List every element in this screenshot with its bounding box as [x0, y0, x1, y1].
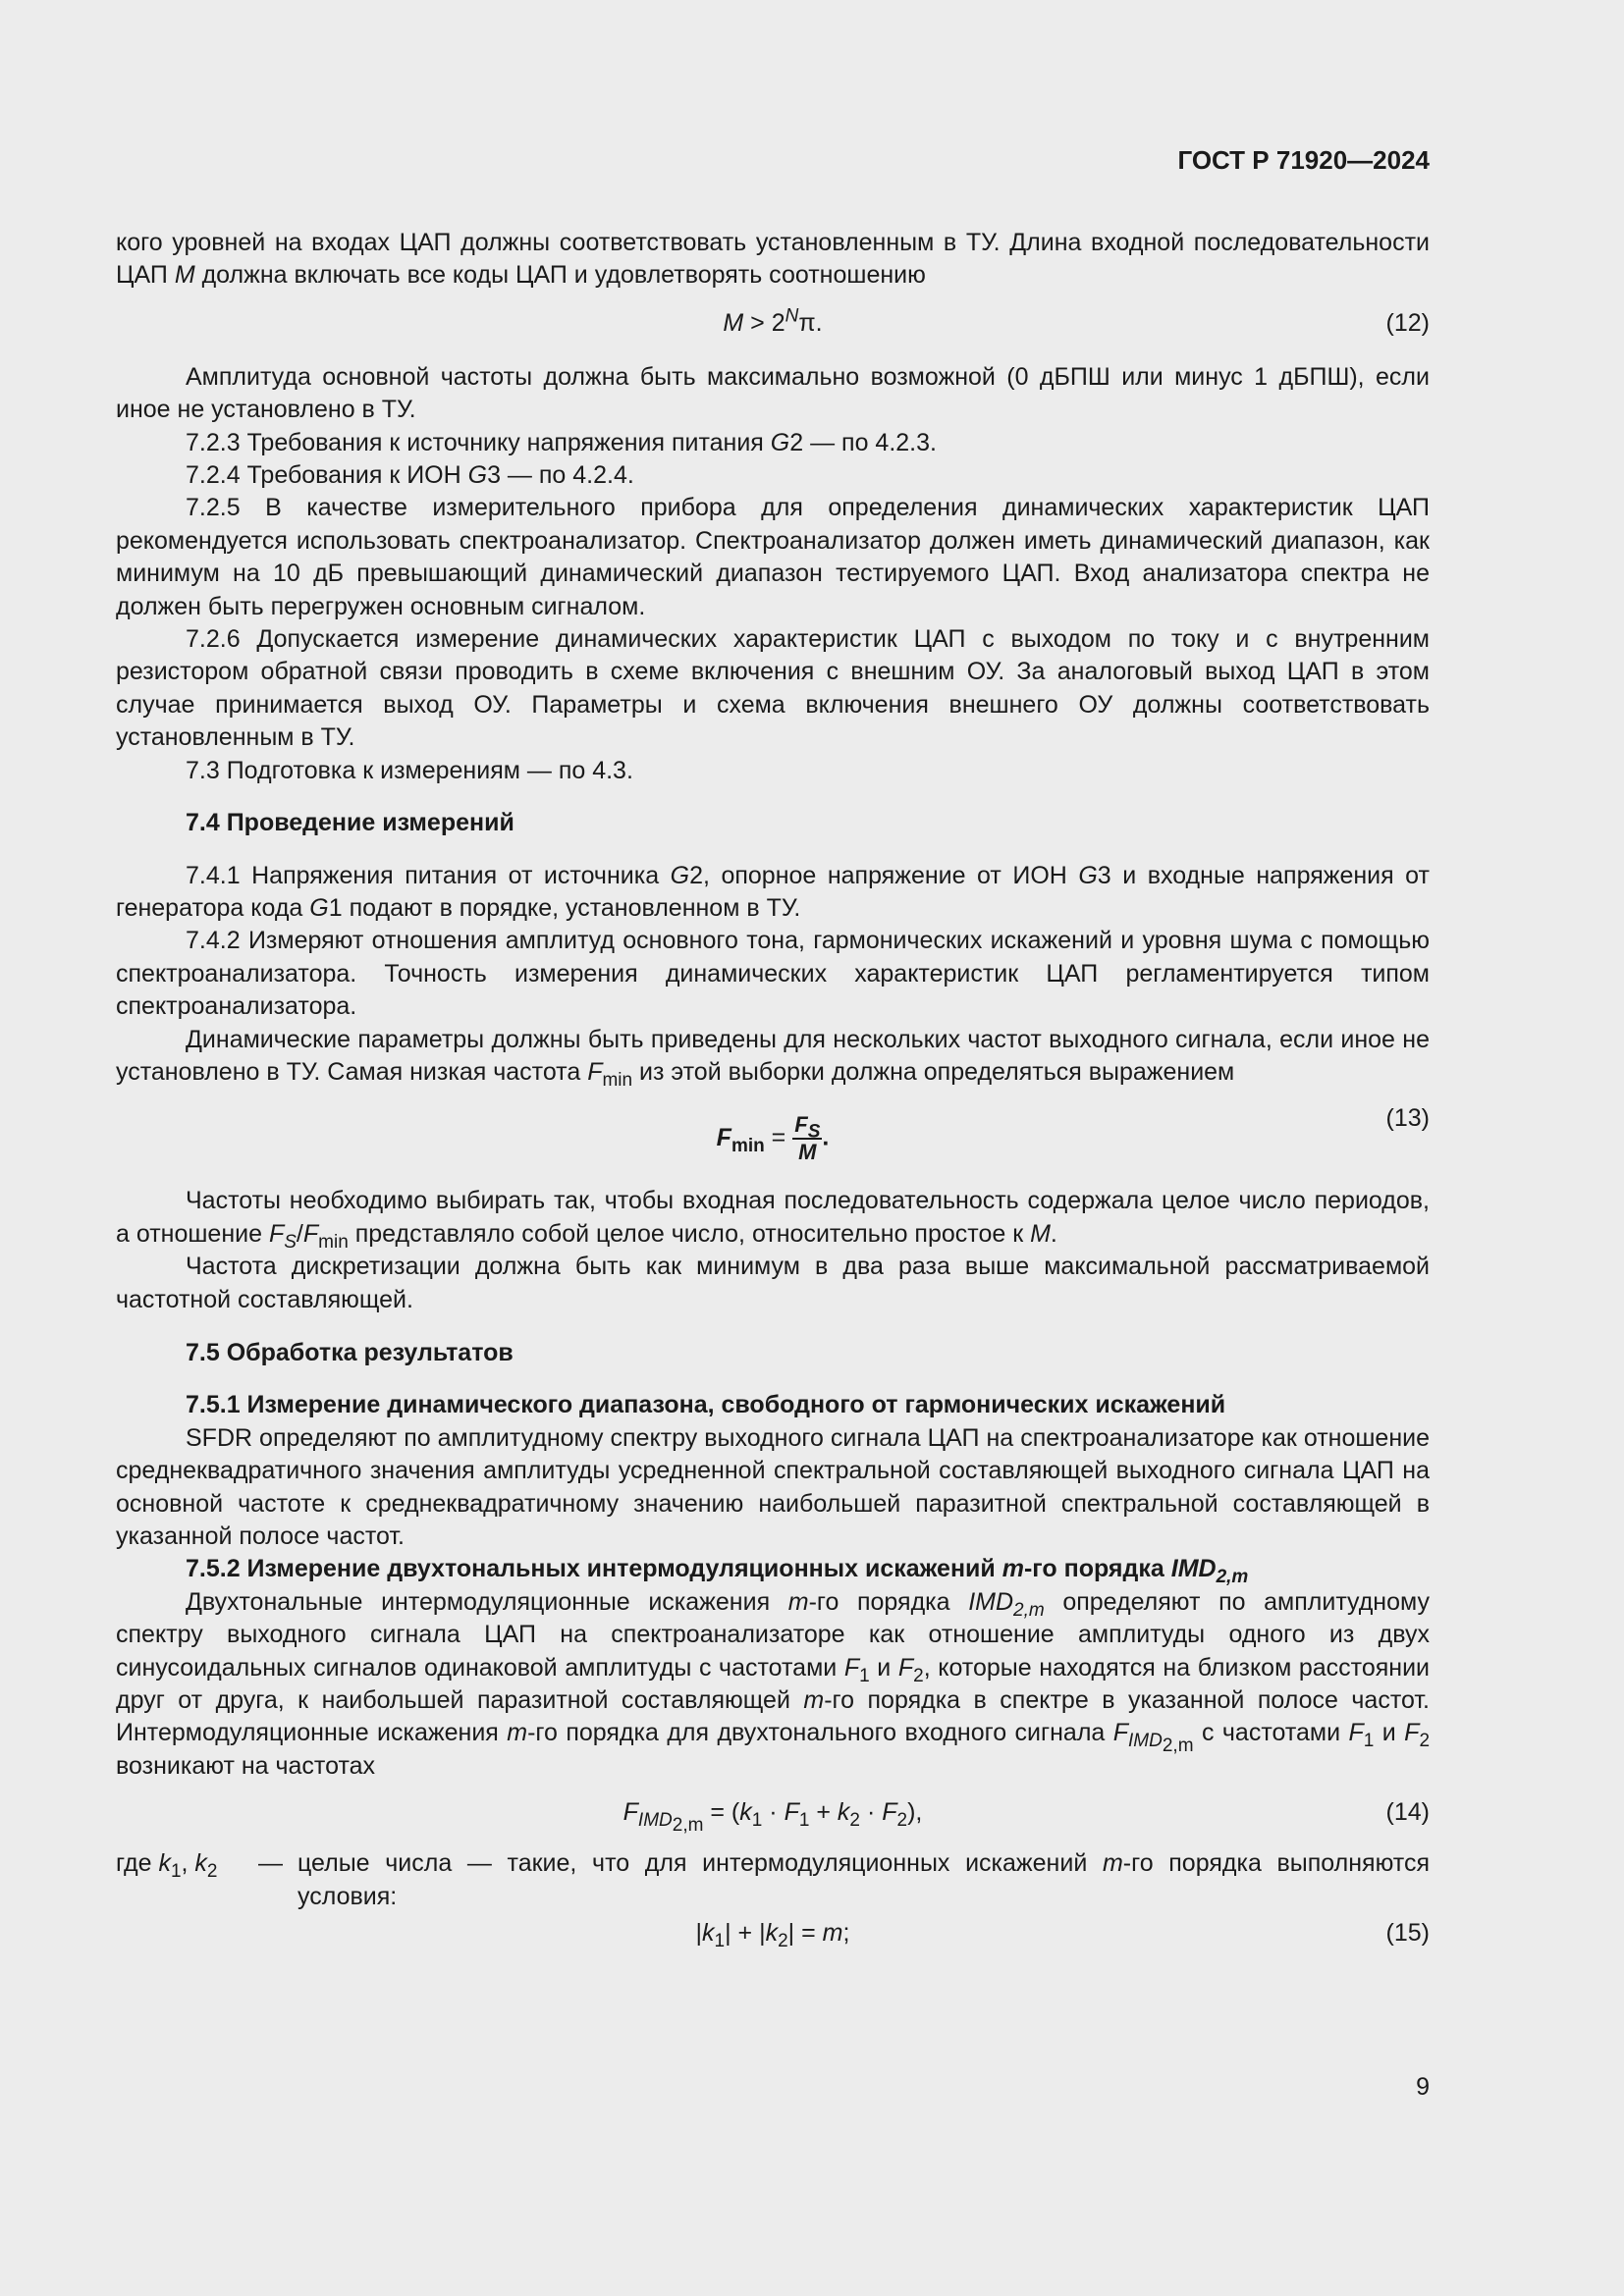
formula-number: (14) [1385, 1798, 1430, 1827]
paragraph-continuation: кого уровней на входах ЦАП должны соответствовать установленным в ТУ. Длина входной последовательности ЦАП M должна включать все коды ЦАП и удовлетворять соотношению [116, 229, 1430, 290]
where-clause [116, 1847, 1430, 1913]
clause-7-2-3: 7.2.3 Требования к источнику напряжения питания G2 — по 4.2.3. [186, 428, 937, 456]
paragraph-dynamic-params: Динамические параметры должны быть приведены для нескольких частот выходного сигнала, если иное не установлено в ТУ. Самая низкая частота $F_{min}$ из этой выборки должна определяться выражением [116, 1025, 1430, 1091]
paragraph-sfdr: SFDR определяют по амплитудному спектру выходного сигнала ЦАП на спектроанализаторе как отношение среднеквадратичного значения амплитуды усредненной спектральной составляющей выходного сигнала ЦАП на основной частоте к среднеквадратичному значению наибольшей паразитной спектральной составляющей в указанной полосе частот. [116, 1423, 1430, 1550]
formula-number: (13) [1385, 1104, 1430, 1133]
clause-7-3: 7.3 Подготовка к измерениям — по 4.3. [186, 756, 633, 784]
formula-13: $F_{min}$ = $\frac{F_S}{M}$ . (13) [716, 1104, 1430, 1165]
clause-7-2-4: 7.2.4 Требования к ИОН G3 — по 4.2.4. [186, 461, 634, 490]
formula-12: $M > 2^N\pi$. (12) [116, 307, 1430, 341]
clause-7-2-5: 7.2.5 В качестве измерительного прибора для определения динамических характеристик ЦАП рекомендуется использовать спектроанализатор. Спектроанализатор должен иметь динамический диапазон, как минимум на 10 дБ превышающий динамический диапазон тестируемого ЦАП. Вход анализатора спектра не должен быть перегружен основным сигналом. [116, 494, 1430, 620]
page-number: 9 [1416, 2073, 1430, 2101]
subsection-heading-7-5-1: 7.5.1 Измерение динамического диапазона, свободного от гармонических искажений [186, 1391, 1226, 1419]
document-header: ГОСТ Р 71920—2024 [1177, 145, 1430, 175]
page-content [116, 0, 1430, 1950]
where-dash: — [258, 1849, 283, 1878]
paragraph-frequencies: Частоты необходимо выбирать так, чтобы входная последовательность содержала целое число периодов, а отношение $F_S/F_{min}$ представляло собой целое число, относительно простое к M. [116, 1187, 1430, 1253]
clause-7-4-2: 7.4.2 Измеряют отношения амплитуд основного тона, гармонических искажений и уровня шума с помощью спектроанализатора. Точность измерения динамических характеристик ЦАП регламентируется типом спектроанализатора. [116, 927, 1430, 1021]
paragraph-sampling: Частота дискретизации должна быть как минимум в два раза выше максимальной рассматриваемой частотной составляющей. [116, 1253, 1430, 1313]
formula-14: $F_{IMD_{2,m}} = (k_1 \cdot F_1 + k_2 \cdot F_2)$, (14) [623, 1798, 1430, 1837]
paragraph-amplitude: Амплитуда основной частоты должна быть максимально возможной (0 дБПШ или минус 1 дБПШ), если иное не установлено в ТУ. [116, 362, 1430, 424]
where-rhs: целые числа — такие, что для интермодуляционных искажений m-го порядка выполняются условия: [298, 1849, 1430, 1910]
formula-number: (15) [1385, 1919, 1430, 1948]
clause-7-4-1: 7.4.1 Напряжения питания от источника G2, опорное напряжение от ИОН G3 и входные напряжения от генератора кода G1 подают в порядке, установленном в ТУ. [116, 861, 1430, 922]
formula-15: $|k_1| + |k_2| = m$; (15) [695, 1919, 1430, 1952]
where-lhs: где $k_1$, $k_2$ [116, 1849, 218, 1883]
section-heading-7-4: 7.4 Проведение измерений [186, 809, 514, 837]
fraction: $\frac{F_S}{M}$ [794, 1112, 821, 1165]
section-heading-7-5: 7.5 Обработка результатов [186, 1338, 514, 1366]
clause-7-2-6: 7.2.6 Допускается измерение динамических характеристик ЦАП с выходом по току и с внутренним резистором обратной связи проводить в схеме включения с внешним ОУ. За аналоговый выход ЦАП в этом случае принимается выход ОУ. Параметры и схема включения внешнего ОУ должны соответствовать установленным в ТУ. [116, 625, 1430, 752]
subsection-heading-7-5-2: 7.5.2 Измерение двухтональных интермодуляционных искажений m-го порядка $IMD_{2,m}$ [186, 1555, 1249, 1588]
formula-number: (12) [1385, 308, 1430, 337]
paragraph-imd: Двухтональные интермодуляционные искажения m-го порядка $IMD_{2,m}$ определяют по амплитудному спектру выходного сигнала ЦАП на спектроанализаторе как отношение амплитуды одного из двух синусоидальных сигналов одинаковой амплитуды с частотами $F_1$ и $F_2$, которые находятся на близком расстоянии друг от друга, к наибольшей паразитной составляющей m-го порядка в спектре в указанной полосе частот. Интермодуляционные искажения m-го порядка для двухтонального входного сигнала $F_{IMD_{2,m}}$ с частотами $F_1$ и $F_2$ возникают на частотах [116, 1587, 1431, 1780]
